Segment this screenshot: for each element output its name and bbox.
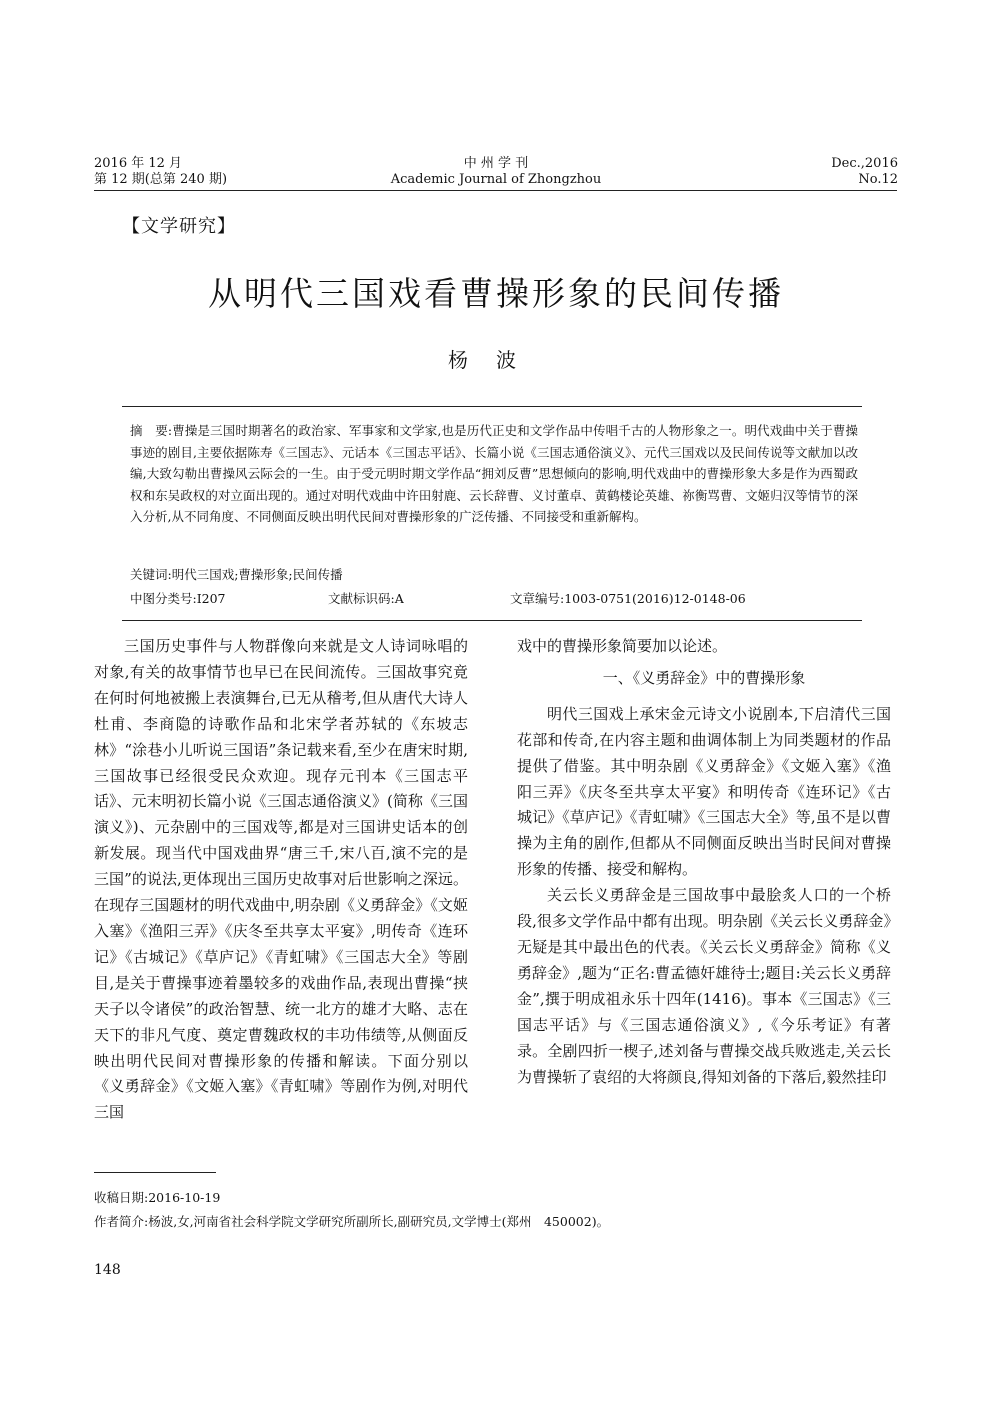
body-paragraph-continuation: 戏中的曹操形象简要加以论述。 — [517, 637, 728, 655]
document-code: 文献标识码:A — [328, 591, 404, 606]
body-paragraph: 关云长义勇辞金是三国故事中最脍炙人口的一个桥段,很多文学作品中都有出现。明杂剧《关云长义勇辞金》无疑是其中最出色的代表。《关云长义勇辞金》简称《义勇辞金》,题为“正名:曹孟德奸雄待士;题目:关云长义勇辞金”,撰于明成祖永乐十四年(1416)。事本《三国志》《三国志平话》与《三国志通俗演义》,《今乐考证》有著录。全剧四折一楔子,述刘备与曹操交战兵败逃走,关云长为曹操斩了袁绍的大将颜良,得知刘备的下落后,毅然挂印 — [517, 886, 891, 1086]
journal-name-en: Academic Journal of Zhongzhou — [390, 172, 602, 187]
page-number: 148 — [94, 1262, 121, 1278]
received-date: 收稿日期:2016-10-19 — [94, 1190, 221, 1205]
body-paragraph: 三国历史事件与人物群像向来就是文人诗词咏唱的对象,有关的故事情节也早已在民间流传。三国故事究竟在何时何地被搬上表演舞台,已无从稽考,但从唐代大诗人杜甫、李商隐的诗歌作品和北宋学者苏轼的《东坡志林》“涂巷小儿听说三国语”条记载来看,至少在唐宋时期,三国故事已经很受民众欢迎。现存元刊本《三国志平话》、元末明初长篇小说《三国志通俗演义》(简称《三国演义》)、元杂剧中的三国戏等,都是对三国讲史话本的创新发展。现当代中国戏曲界“唐三千,宋八百,演不完的是三国”的说法,更体现出三国历史故事对后世影响之深远。在现存三国题材的明代戏曲中,明杂剧《义勇辞金》《文姬入塞》《渔阳三弄》《庆冬至共享太平宴》,明传奇《连环记》《古城记》《草庐记》《青虹啸》《三国志大全》等剧目,是关于曹操事迹着墨较多的戏曲作品,表现出曹操“挟天子以令诸侯”的政治智慧、统一北方的雄才大略、志在天下的非凡气度、奠定曹魏政权的丰功伟绩等,从侧面反映出明代民间对曹操形象的传播和解读。下面分别以《义勇辞金》《文姬入塞》《青虹啸》等剧作为例,对明代三国 — [94, 637, 468, 1122]
classification-number: 中图分类号:I207 — [130, 591, 226, 606]
body-column-left — [94, 634, 468, 1126]
header-date: 2016 年 12 月 — [94, 156, 183, 171]
article-number: 文章编号:1003-0751(2016)12-0148-06 — [510, 591, 746, 606]
section-heading: 一、《义勇辞金》中的曹操形象 — [602, 668, 806, 687]
article-title: 从明代三国戏看曹操形象的民间传播 — [208, 274, 784, 313]
header-date-en: Dec.,2016 — [831, 156, 898, 171]
header-issue: 第 12 期(总第 240 期) — [94, 172, 228, 187]
author-bio: 作者简介:杨波,女,河南省社会科学院文学研究所副所长,副研究员,文学博士(郑州 450002)。 — [94, 1214, 610, 1229]
keywords: 关键词:明代三国戏;曹操形象;民间传播 — [130, 567, 343, 582]
abstract: 摘 要:曹操是三国时期著名的政治家、军事家和文学家,也是历代正史和文学作品中传唱千古的人物形象之一。明代戏曲中关于曹操事迹的剧目,主要依据陈寿《三国志》、元话本《三国志平话》、长篇小说《三国志通俗演义》、元代三国戏以及民间传说等文献加以改编,大致勾勒出曹操风云际会的一生。由于受元明时期文学作品“拥刘反曹”思想倾向的影响,明代戏曲中的曹操形象大多是作为西蜀政权和东吴政权的对立面出现的。通过对明代戏曲中许田射鹿、云长辞曹、义讨董卓、黄鹤楼论英雄、祢衡骂曹、文姬归汉等情节的深入分析,从不同角度、不同侧面反映出明代民间对曹操形象的广泛传播、不同接受和重新解构。 — [130, 423, 858, 524]
header-right — [831, 156, 898, 188]
author-name: 杨波 — [448, 348, 544, 372]
body-paragraph: 明代三国戏上承宋金元诗文小说剧本,下启清代三国花部和传奇,在内容主题和曲调体制上为同类题材的作品提供了借鉴。其中明杂剧《义勇辞金》《文姬入塞》《渔阳三弄》《庆冬至共享太平宴》和明传奇《连环记》《古城记》《草庐记》《青虹啸》《三国志大全》等,虽不是以曹操为主角的剧作,但都从不同侧面反映出当时民间对曹操形象的传播、接受和解构。 — [517, 704, 891, 879]
footnote-divider — [94, 1172, 216, 1173]
header-divider — [94, 190, 897, 191]
abstract-top-rule — [122, 406, 862, 407]
abstract-bottom-rule — [122, 620, 862, 621]
section-tag: 【文学研究】 — [122, 216, 236, 237]
journal-name-cn: 中 州 学 刊 — [463, 156, 529, 171]
body-column-right — [517, 634, 891, 1090]
header-issue-en: No.12 — [858, 172, 898, 187]
